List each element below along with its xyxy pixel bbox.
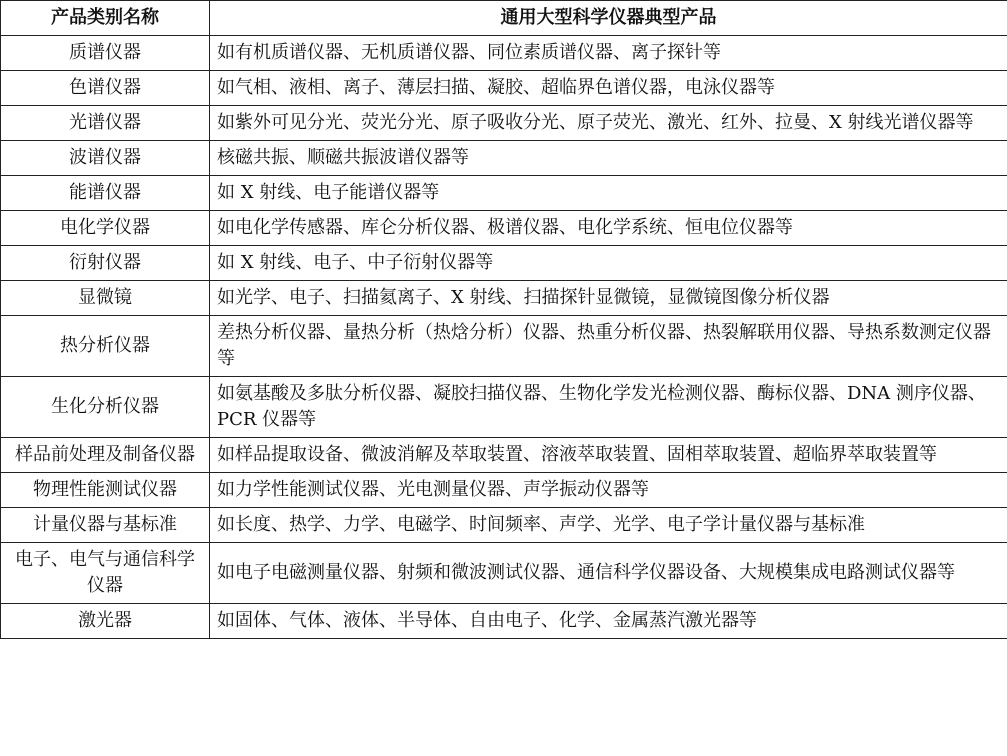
table-row (1, 438, 1007, 473)
category-cell: 显微镜 (1, 281, 210, 316)
table-row (1, 604, 1007, 639)
examples-cell: 如 X 射线、电子、中子衍射仪器等 (210, 246, 1007, 281)
table-row (1, 141, 1007, 176)
category-cell: 光谱仪器 (1, 106, 210, 141)
category-cell: 热分析仪器 (1, 316, 210, 377)
examples-cell: 如长度、热学、力学、电磁学、时间频率、声学、光学、电子学计量仪器与基标准 (210, 508, 1007, 543)
category-cell: 物理性能测试仪器 (1, 473, 210, 508)
table-row (1, 71, 1007, 106)
category-cell: 衍射仪器 (1, 246, 210, 281)
examples-cell: 如样品提取设备、微波消解及萃取装置、溶液萃取装置、固相萃取装置、超临界萃取装置等 (210, 438, 1007, 473)
examples-cell: 差热分析仪器、量热分析（热焓分析）仪器、热重分析仪器、热裂解联用仪器、导热系数测定仪器等 (210, 316, 1007, 377)
category-cell: 电化学仪器 (1, 211, 210, 246)
category-cell: 样品前处理及制备仪器 (1, 438, 210, 473)
examples-cell: 如紫外可见分光、荧光分光、原子吸收分光、原子荧光、激光、红外、拉曼、X 射线光谱仪器等 (210, 106, 1007, 141)
table-row (1, 543, 1007, 604)
category-cell: 电子、电气与通信科学仪器 (1, 543, 210, 604)
category-cell: 质谱仪器 (1, 36, 210, 71)
examples-cell: 如固体、气体、液体、半导体、自由电子、化学、金属蒸汽激光器等 (210, 604, 1007, 639)
header-row (1, 1, 1007, 36)
table-row (1, 473, 1007, 508)
table-row (1, 106, 1007, 141)
examples-cell: 如氨基酸及多肽分析仪器、凝胶扫描仪器、生物化学发光检测仪器、酶标仪器、DNA 测序仪器、PCR 仪器等 (210, 377, 1007, 438)
examples-cell: 核磁共振、顺磁共振波谱仪器等 (210, 141, 1007, 176)
table-row (1, 36, 1007, 71)
header-category: 产品类别名称 (1, 1, 210, 36)
examples-cell: 如光学、电子、扫描氦离子、X 射线、扫描探针显微镜，显微镜图像分析仪器 (210, 281, 1007, 316)
examples-cell: 如力学性能测试仪器、光电测量仪器、声学振动仪器等 (210, 473, 1007, 508)
category-cell: 波谱仪器 (1, 141, 210, 176)
table-row (1, 377, 1007, 438)
examples-cell: 如电子电磁测量仪器、射频和微波测试仪器、通信科学仪器设备、大规模集成电路测试仪器等 (210, 543, 1007, 604)
category-cell: 能谱仪器 (1, 176, 210, 211)
table-row (1, 211, 1007, 246)
category-cell: 色谱仪器 (1, 71, 210, 106)
examples-cell: 如电化学传感器、库仑分析仪器、极谱仪器、电化学系统、恒电位仪器等 (210, 211, 1007, 246)
category-cell: 生化分析仪器 (1, 377, 210, 438)
header-examples: 通用大型科学仪器典型产品 (210, 1, 1007, 36)
table-row (1, 508, 1007, 543)
table-row (1, 246, 1007, 281)
category-cell: 激光器 (1, 604, 210, 639)
examples-cell: 如气相、液相、离子、薄层扫描、凝胶、超临界色谱仪器，电泳仪器等 (210, 71, 1007, 106)
table-row (1, 316, 1007, 377)
examples-cell: 如 X 射线、电子能谱仪器等 (210, 176, 1007, 211)
table-row (1, 176, 1007, 211)
category-cell: 计量仪器与基标准 (1, 508, 210, 543)
table-row (1, 281, 1007, 316)
examples-cell: 如有机质谱仪器、无机质谱仪器、同位素质谱仪器、离子探针等 (210, 36, 1007, 71)
